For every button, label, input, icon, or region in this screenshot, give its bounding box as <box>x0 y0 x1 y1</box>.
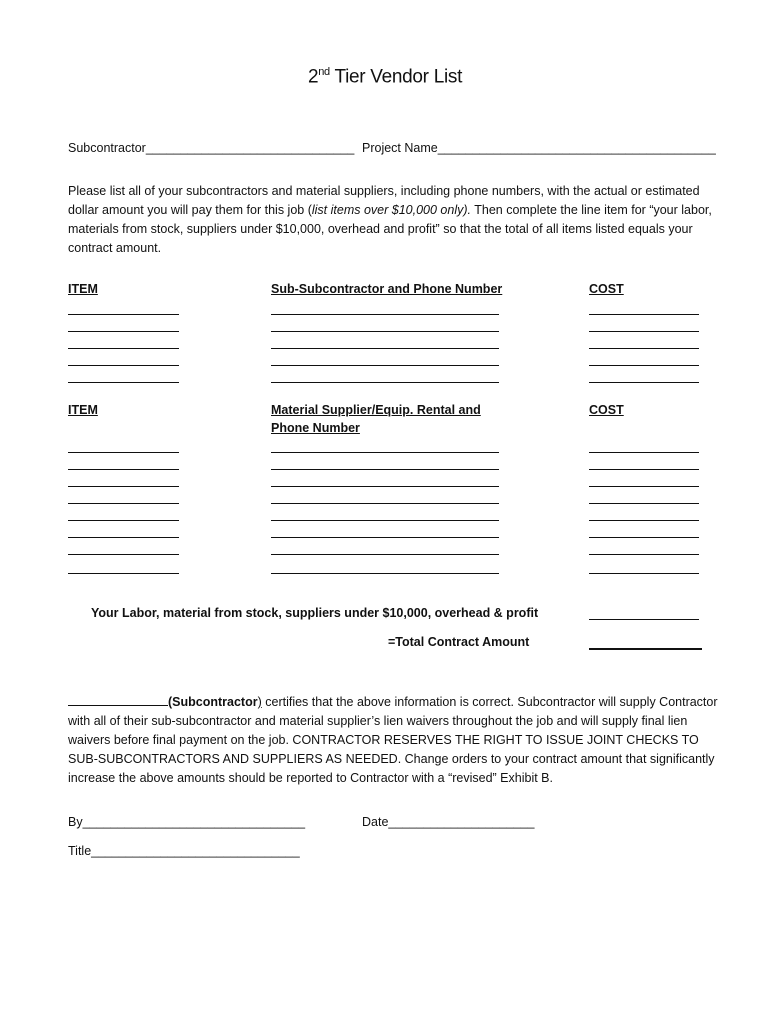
item-line[interactable] <box>68 520 179 521</box>
cost-line[interactable] <box>589 365 699 366</box>
project-name-field[interactable]: Project Name________________________________________ <box>362 141 716 155</box>
item-line[interactable] <box>68 348 179 349</box>
total-label: =Total Contract Amount <box>388 635 530 649</box>
supplier-header: Material Supplier/Equip. Rental and <box>271 403 481 417</box>
labor-label: Your Labor, material from stock, suppliers under $10,000, overhead & profit <box>91 606 539 620</box>
total-amount-line[interactable] <box>589 648 702 650</box>
item-line[interactable] <box>68 314 179 315</box>
item-line[interactable] <box>68 537 179 538</box>
item-line[interactable] <box>68 452 179 453</box>
item-line[interactable] <box>68 365 179 366</box>
name-phone-line[interactable] <box>271 348 499 349</box>
item-line[interactable] <box>68 503 179 504</box>
item-line[interactable] <box>68 573 179 574</box>
name-phone-line[interactable] <box>271 452 499 453</box>
item-header-2: ITEM <box>68 403 98 417</box>
sub-subcontractor-header: Sub-Subcontractor and Phone Number <box>271 282 503 296</box>
cost-line[interactable] <box>589 537 699 538</box>
name-phone-line[interactable] <box>271 537 499 538</box>
subcontractor-field[interactable]: Subcontractor______________________________ <box>68 141 355 155</box>
instructions-paragraph: Please list all of your subcontractors and material suppliers, including phone numbers, with the actual or estimated dollar amount you will pay them for this job (list items over $10,000 only). Then complete the line item for “your labor, materials from stock, suppliers under $10,000, overhead and profit” so that the total of all items listed equals your contract amount. <box>68 184 712 255</box>
name-phone-line[interactable] <box>271 469 499 470</box>
cost-line[interactable] <box>589 520 699 521</box>
cost-line[interactable] <box>589 554 699 555</box>
cost-line[interactable] <box>589 314 699 315</box>
name-phone-line[interactable] <box>271 314 499 315</box>
cost-line[interactable] <box>589 331 699 332</box>
name-phone-line[interactable] <box>271 503 499 504</box>
name-phone-line[interactable] <box>271 331 499 332</box>
cost-header-2: COST <box>589 403 624 417</box>
item-line[interactable] <box>68 331 179 332</box>
name-phone-line[interactable] <box>271 573 499 574</box>
date-field[interactable]: Date_____________________ <box>362 815 535 829</box>
cost-line[interactable] <box>589 503 699 504</box>
cost-line[interactable] <box>589 382 699 383</box>
certification-paragraph: (Subcontractor) certifies that the above information is correct. Subcontractor will supply Contractor with all of their sub-subcontractor and material supplier’s lien waivers throughout the job and will supply final lien waivers before final payment on the job. CONTRACTOR RESERVES THE RIGHT TO ISSUE JOINT CHECKS TO SUB-SUBCONTRACTORS AND SUPPLIERS AS NEEDED. Change orders to your contract amount that significantly increase the above amounts should be reported to Contractor with a “revised” Exhibit B. <box>68 695 718 785</box>
item-line[interactable] <box>68 469 179 470</box>
cert-blank[interactable] <box>68 694 168 706</box>
name-phone-line[interactable] <box>271 382 499 383</box>
cost-line[interactable] <box>589 452 699 453</box>
item-line[interactable] <box>68 382 179 383</box>
cost-line[interactable] <box>589 573 699 574</box>
name-phone-line[interactable] <box>271 554 499 555</box>
item-line[interactable] <box>68 554 179 555</box>
title-field[interactable]: Title______________________________ <box>68 844 300 858</box>
name-phone-line[interactable] <box>271 486 499 487</box>
cost-line[interactable] <box>589 348 699 349</box>
by-field[interactable]: By________________________________ <box>68 815 306 829</box>
cost-line[interactable] <box>589 469 699 470</box>
labor-amount-line[interactable] <box>589 619 699 620</box>
name-phone-line[interactable] <box>271 365 499 366</box>
cost-line[interactable] <box>589 486 699 487</box>
cost-header: COST <box>589 282 624 296</box>
item-header: ITEM <box>68 282 98 296</box>
page-title: 2nd Tier Vendor List <box>307 66 463 88</box>
supplier-header-line2: Phone Number <box>271 421 360 435</box>
name-phone-line[interactable] <box>271 520 499 521</box>
item-line[interactable] <box>68 486 179 487</box>
